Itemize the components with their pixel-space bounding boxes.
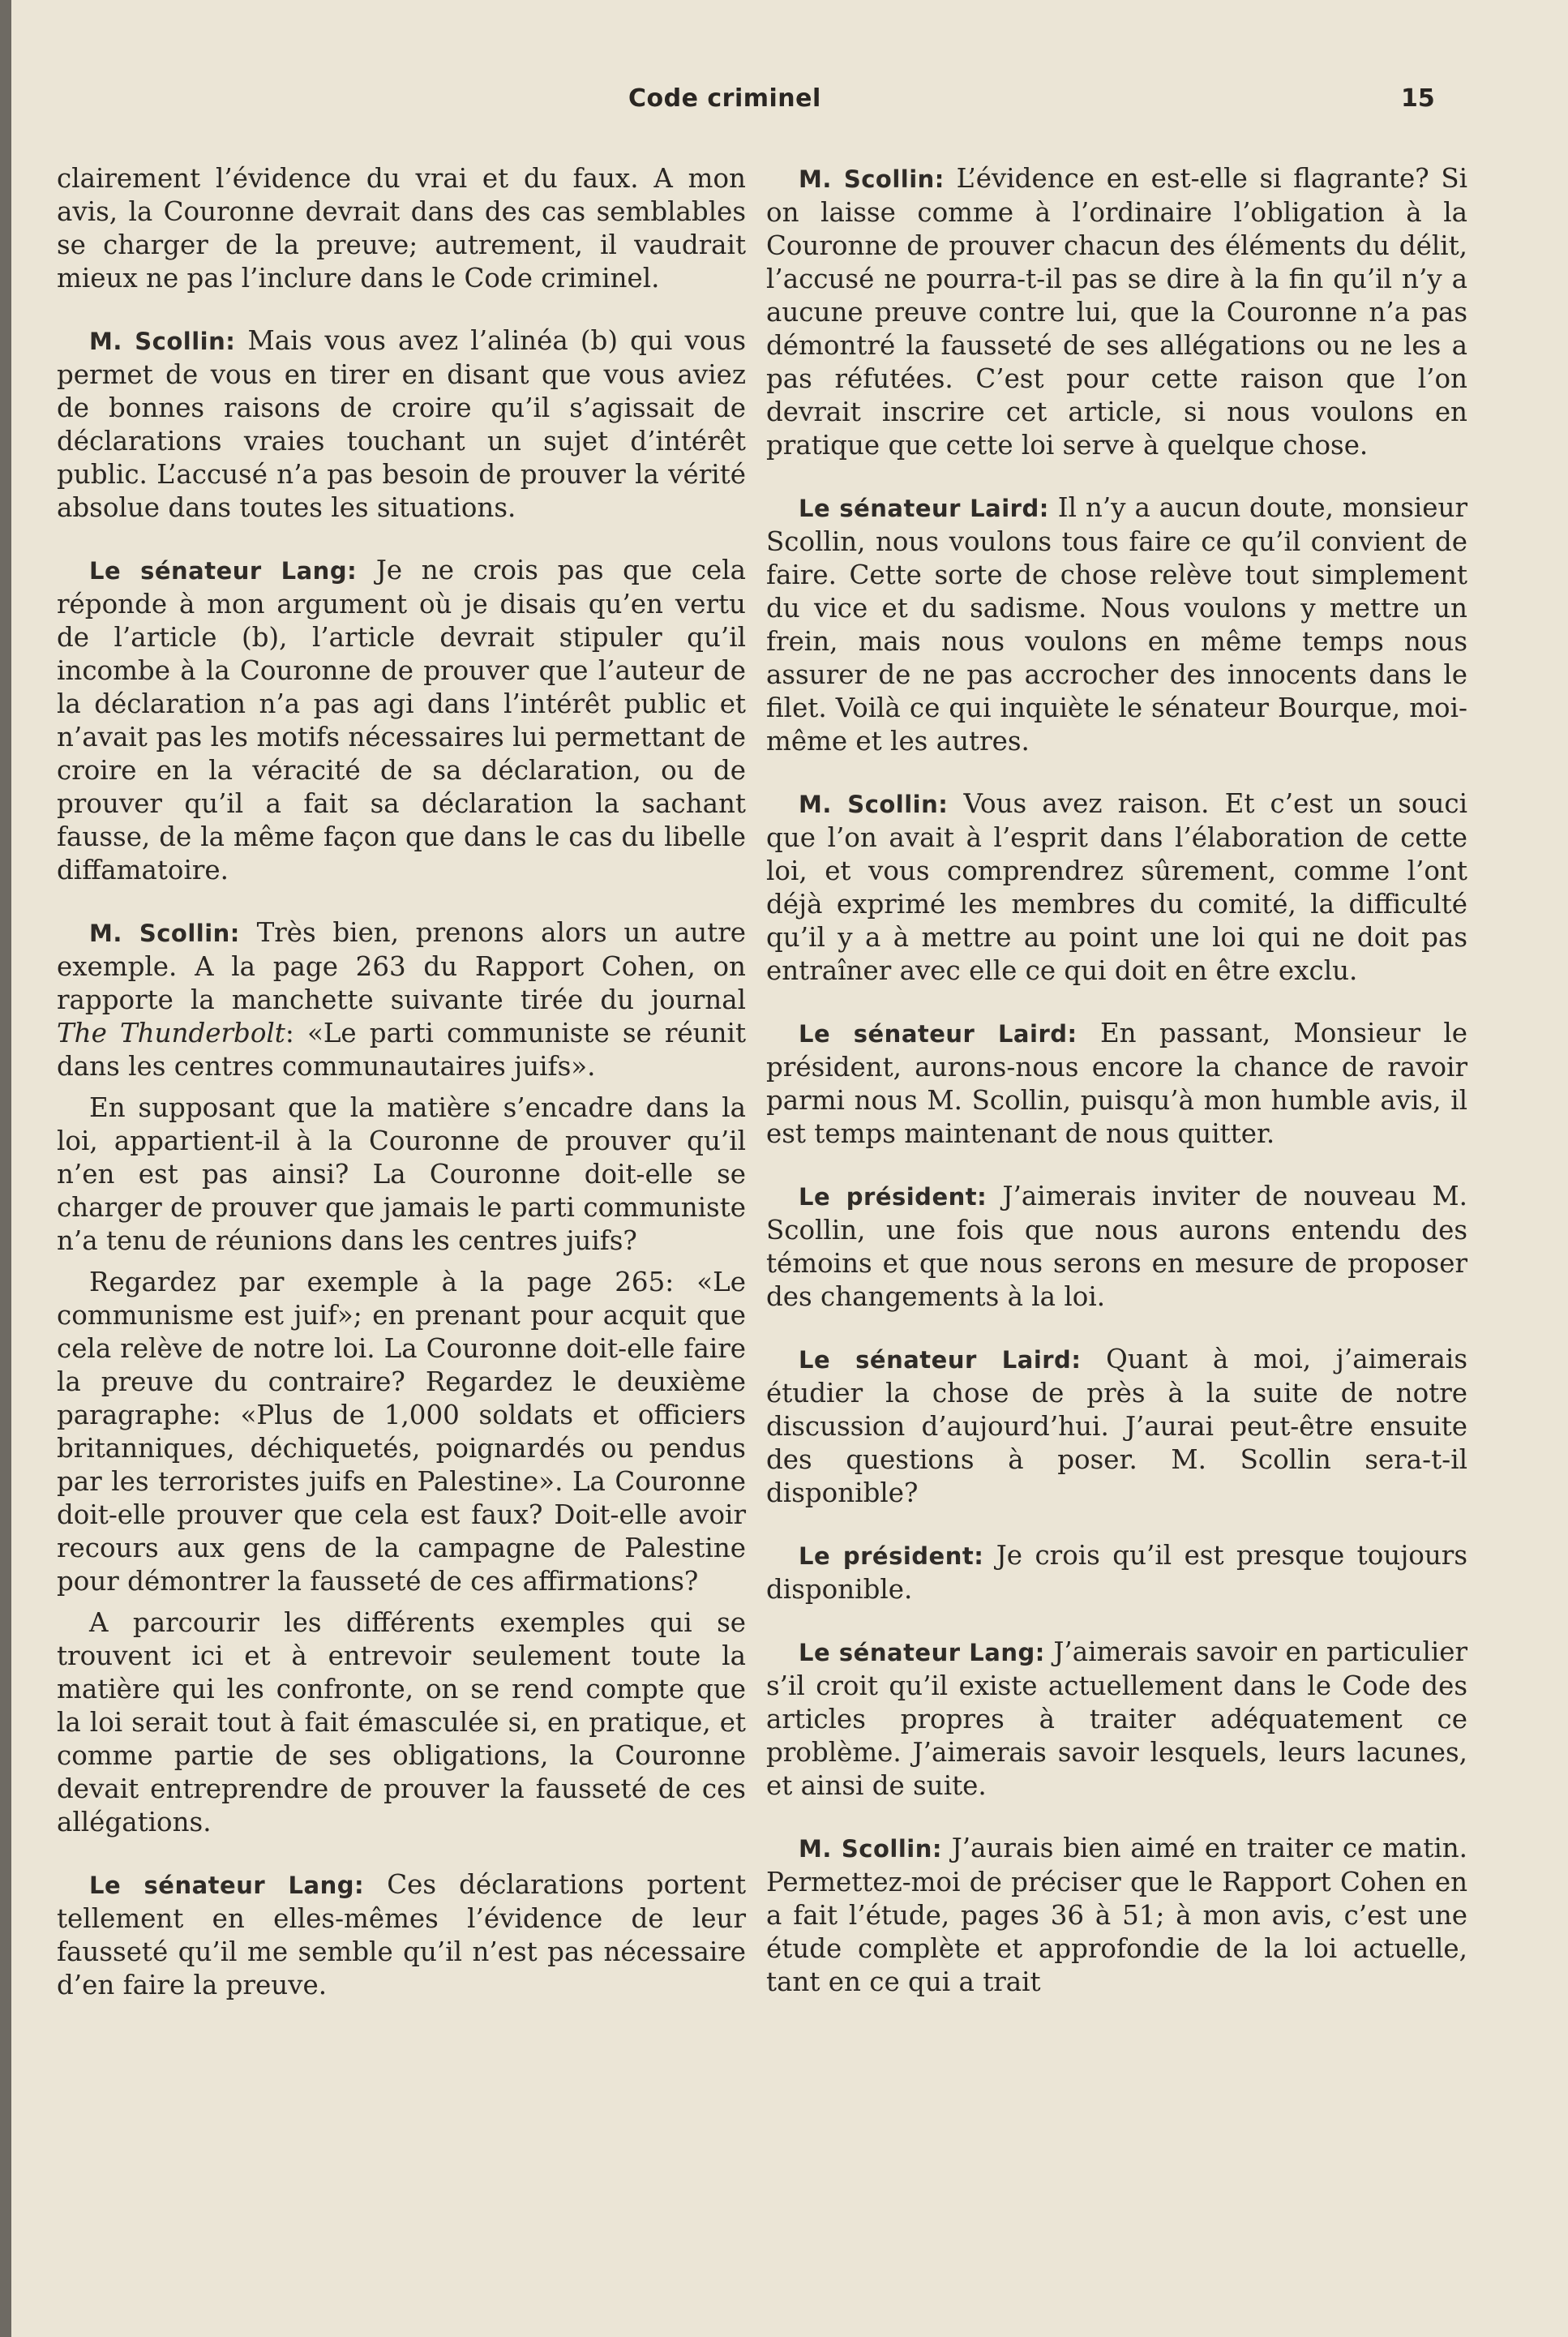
paragraph	[57, 554, 746, 887]
paragraph	[766, 1343, 1467, 1510]
paragraph	[766, 1832, 1467, 1999]
paragraph	[766, 1180, 1467, 1314]
paragraph-text: : «Le parti communiste se réunit dans les centres communautaires juifs».	[57, 1018, 747, 1082]
paragraph-text: Il n’y a aucun doute, monsieur Scollin, nous voulons tous faire ce qu’il convient de faire. Cette sorte de chose relève tout simplement du vice et du sadisme. Nous voulons y mettre un frein, mais nous voulons en même temps nous assurer de ne pas accrocher des innocents dans le filet. Voilà ce qui inquiète le sénateur Bourque, moi-même et les autres.	[766, 492, 1468, 757]
running-header	[0, 84, 1568, 125]
paragraph	[766, 491, 1467, 758]
paragraph	[57, 1091, 746, 1258]
speaker-name: Le sénateur Lang:	[89, 557, 358, 585]
paragraph	[57, 1868, 746, 2002]
speaker-name: M. Scollin:	[89, 920, 240, 947]
left-column	[57, 162, 746, 2031]
paragraph	[766, 1636, 1467, 1803]
paragraph-text: J’aimerais savoir en particulier s’il croit qu’il existe actuellement dans le Code des articles propres à traiter adéquatement ce problème. J’aimerais savoir lesquels, leurs lacunes, et ainsi de suite.	[766, 1636, 1468, 1801]
paragraph-text: Vous avez raison. Et c’est un souci que l’on avait à l’esprit dans l’élaboration de cette loi, et vous comprendrez sûrement, comme l’ont déjà exprimé les membres du comité, la difficulté qu’il y a à mettre au point une loi qui ne doit pas entraîner avec elle ce qui doit en être exclu.	[766, 788, 1467, 986]
paragraph	[766, 787, 1467, 988]
page-number: 15	[1401, 84, 1435, 113]
paragraph-text: J’aimerais inviter de nouveau M. Scollin, une fois que nous aurons entendu des témoins et que nous serons en mesure de proposer des changements à la loi.	[766, 1181, 1467, 1312]
paragraph	[57, 324, 746, 525]
paragraph	[57, 1266, 746, 1598]
header-title: Code criminel	[628, 84, 821, 113]
paragraph-text: Ces déclarations portent tellement en elles-mêmes l’évidence de leur fausseté qu’il me semble qu’il n’est pas nécessaire d’en faire la preuve.	[57, 1869, 746, 2000]
paragraph-text: A parcourir les différents exemples qui se trouvent ici et à entrevoir seulement toute la matière qui les confronte, on se rend compte que la loi serait tout à fait émasculée si, en pratique, et comme partie de ses obligations, la Couronne devait entreprendre de prouver la fausseté de ces allégations.	[57, 1607, 746, 1837]
paragraph	[57, 1606, 746, 1839]
paragraph-text: En passant, Monsieur le président, aurons-nous encore la chance de ravoir parmi nous M. Scollin, puisqu’à mon humble avis, il est temps maintenant de nous quitter.	[766, 1018, 1467, 1149]
paragraph-text: J’aurais bien aimé en traiter ce matin. Permettez-moi de préciser que le Rapport Cohen en a fait l’étude, pages 36 à 51; à mon avis, c’est une étude complète et approfondie de la loi actuelle, tant en ce qui a trait	[766, 1833, 1467, 1997]
paragraph-text: clairement l’évidence du vrai et du faux. A mon avis, la Couronne devrait dans des cas semblables se charger de la preuve; autrement, il vaudrait mieux ne pas l’inclure dans le Code criminel.	[57, 163, 746, 294]
speaker-name: Le sénateur Laird:	[799, 1020, 1077, 1048]
paragraph	[766, 1017, 1467, 1151]
paragraph-text: Très bien, prenons alors un autre exemple. A la page 263 du Rapport Cohen, on rapporte la manchette suivante tirée du journal	[57, 917, 746, 1015]
speaker-name: M. Scollin:	[799, 165, 945, 193]
speaker-name: Le président:	[799, 1542, 984, 1570]
paragraph	[766, 1539, 1467, 1606]
paragraph	[57, 162, 746, 295]
page-edge	[0, 0, 11, 2337]
speaker-name: Le sénateur Lang:	[799, 1639, 1045, 1666]
speaker-name: M. Scollin:	[799, 1835, 942, 1863]
newspaper-title: The Thunderbolt	[57, 1018, 285, 1048]
paragraph-text: Quant à moi, j’aimerais étudier la chose de près à la suite de notre discussion d’aujourd’hui. J’aurai peut-être ensuite des questions à poser. M. Scollin sera-t-il disponible?	[766, 1344, 1468, 1508]
paragraph-text: Je ne crois pas que cela réponde à mon argument où je disais qu’en vertu de l’article (b), l’article devrait stipuler qu’il incombe à la Couronne de prouver que l’auteur de la déclaration n’a pas agi dans l’intérêt public et n’avait pas les motifs nécessaires lui permettant de croire en la véracité de sa déclaration, ou de prouver qu’il a fait sa déclaration la sachant fausse, de la même façon que dans le cas du libelle diffamatoire.	[57, 555, 747, 885]
speaker-name: Le sénateur Laird:	[799, 1346, 1082, 1374]
paragraph-text: En supposant que la matière s’encadre dans la loi, appartient-il à la Couronne de prouver qu’il n’en est pas ainsi? La Couronne doit-elle se charger de prouver que jamais le parti communiste n’a tenu de réunions dans les centres juifs?	[57, 1092, 746, 1256]
speaker-name: M. Scollin:	[89, 328, 236, 355]
right-column	[766, 162, 1467, 2028]
paragraph-text: L’évidence en est-elle si flagrante? Si on laisse comme à l’ordinaire l’obligation à la Couronne de prouver chacun des éléments du délit, l’accusé ne pourra-t-il pas se dire à la fin qu’il n’y a aucune preuve contre lui, que la Couronne n’a pas démontré la fausseté de ses allégations ou ne les a pas réfutées. C’est pour cette raison que l’on devrait inscrire cet article, si nous voulons en pratique que cette loi serve à quelque chose.	[766, 163, 1467, 461]
paragraph-text: Je crois qu’il est presque toujours disponible.	[766, 1540, 1467, 1605]
paragraph	[57, 916, 746, 1083]
speaker-name: Le président:	[799, 1183, 987, 1211]
speaker-name: M. Scollin:	[799, 791, 949, 818]
speaker-name: Le sénateur Laird:	[799, 495, 1049, 522]
paragraph-text: Mais vous avez l’alinéa (b) qui vous permet de vous en tirer en disant que vous aviez de bonnes raisons de croire qu’il s’agissait de déclarations vraies touchant un sujet d’intérêt public. L’accusé n’a pas besoin de prouver la vérité absolue dans toutes les situations.	[57, 325, 746, 523]
paragraph	[766, 162, 1467, 462]
paragraph-text: Regardez par exemple à la page 265: «Le communisme est juif»; en prenant pour acquit que cela relève de notre loi. La Couronne doit-elle faire la preuve du contraire? Regardez le deuxième paragraphe: «Plus de 1,000 soldats et officiers britanniques, déchiquetés, poignardés ou pendus par les terroristes juifs en Palestine». La Couronne doit-elle prouver que cela est faux? Doit-elle avoir recours aux gens de la campagne de Palestine pour démontrer la fausseté de ces affirmations?	[57, 1267, 746, 1597]
speaker-name: Le sénateur Lang:	[89, 1872, 365, 1899]
